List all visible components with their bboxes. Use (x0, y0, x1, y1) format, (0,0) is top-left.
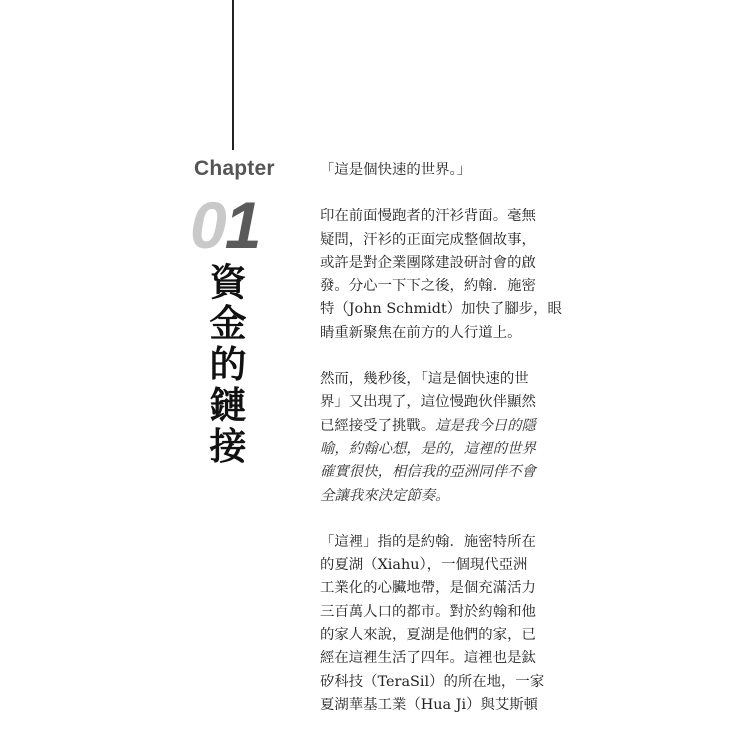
text-line: 「這是個快速的世界。」 (320, 162, 472, 178)
chapter-title-char: 接 (209, 424, 247, 468)
vertical-rule (232, 0, 234, 150)
text-line: 界」又出現了，這位慢跑伙伴顯然 (320, 394, 536, 411)
text-line-handwritten: 全讓我來決定節奏。 (320, 487, 450, 504)
text-line: 矽科技（TeraSil）的所在地，一家 (320, 673, 545, 690)
text-line: 夏湖華基工業（Hua Ji）與艾斯頓 (320, 696, 539, 713)
text-line: 特（John Schmidt）加快了腳步，眼 (320, 301, 562, 318)
paragraph-1 (320, 159, 585, 182)
paragraph-gap (320, 345, 585, 368)
paragraph-3 (320, 368, 585, 508)
text-handwritten: 這是我今日的隱 (435, 417, 536, 434)
text-line-handwritten: 確實很快，相信我的亞洲同伴不會 (320, 464, 536, 481)
chapter-title-char: 鏈 (209, 383, 247, 427)
chapter-title (206, 262, 250, 467)
chapter-title-char: 金 (209, 301, 247, 345)
text-line: 「這裡」指的是約翰．施密特所在 (320, 533, 536, 550)
paragraph-4 (320, 531, 585, 717)
text-line: 的夏湖（Xiahu），一個現代亞洲 (320, 557, 528, 574)
body-text (320, 159, 585, 717)
text-line: 印在前面慢跑者的汗衫背面。毫無 (320, 208, 536, 225)
chapter-number (190, 188, 260, 262)
text-line: 睛重新聚焦在前方的人行道上。 (320, 324, 522, 341)
text-line: 或許是對企業團隊建設研討會的啟 (320, 254, 536, 271)
chapter-number-digit-0: 0 (190, 188, 225, 262)
chapter-label: Chapter (194, 157, 275, 180)
text-line: 經在這裡生活了四年。這裡也是鈦 (320, 650, 536, 667)
text-line: 發。分心一下下之後，約翰．施密 (320, 278, 536, 295)
text-line: 疑問，汗衫的正面完成整個故事， (320, 231, 536, 248)
chapter-title-char: 資 (209, 260, 247, 304)
text-line-handwritten: 喻，約翰心想，是的，這裡的世界 (320, 440, 536, 457)
chapter-title-char: 的 (209, 342, 247, 386)
paragraph-gap (320, 182, 585, 205)
text-normal: 已經接受了挑戰。 (320, 417, 436, 434)
paragraph-gap (320, 508, 585, 531)
chapter-number-digit-1: 1 (224, 188, 260, 262)
paragraph-2 (320, 205, 585, 345)
text-line-mixed (320, 415, 585, 438)
text-line: 工業化的心臟地帶，是個充滿活力 (320, 580, 536, 597)
text-line: 的家人來說，夏湖是他們的家，已 (320, 627, 536, 644)
text-line: 三百萬人口的都市。對於約翰和他 (320, 603, 536, 620)
text-line: 然而，幾秒後，「這是個快速的世 (320, 371, 529, 388)
